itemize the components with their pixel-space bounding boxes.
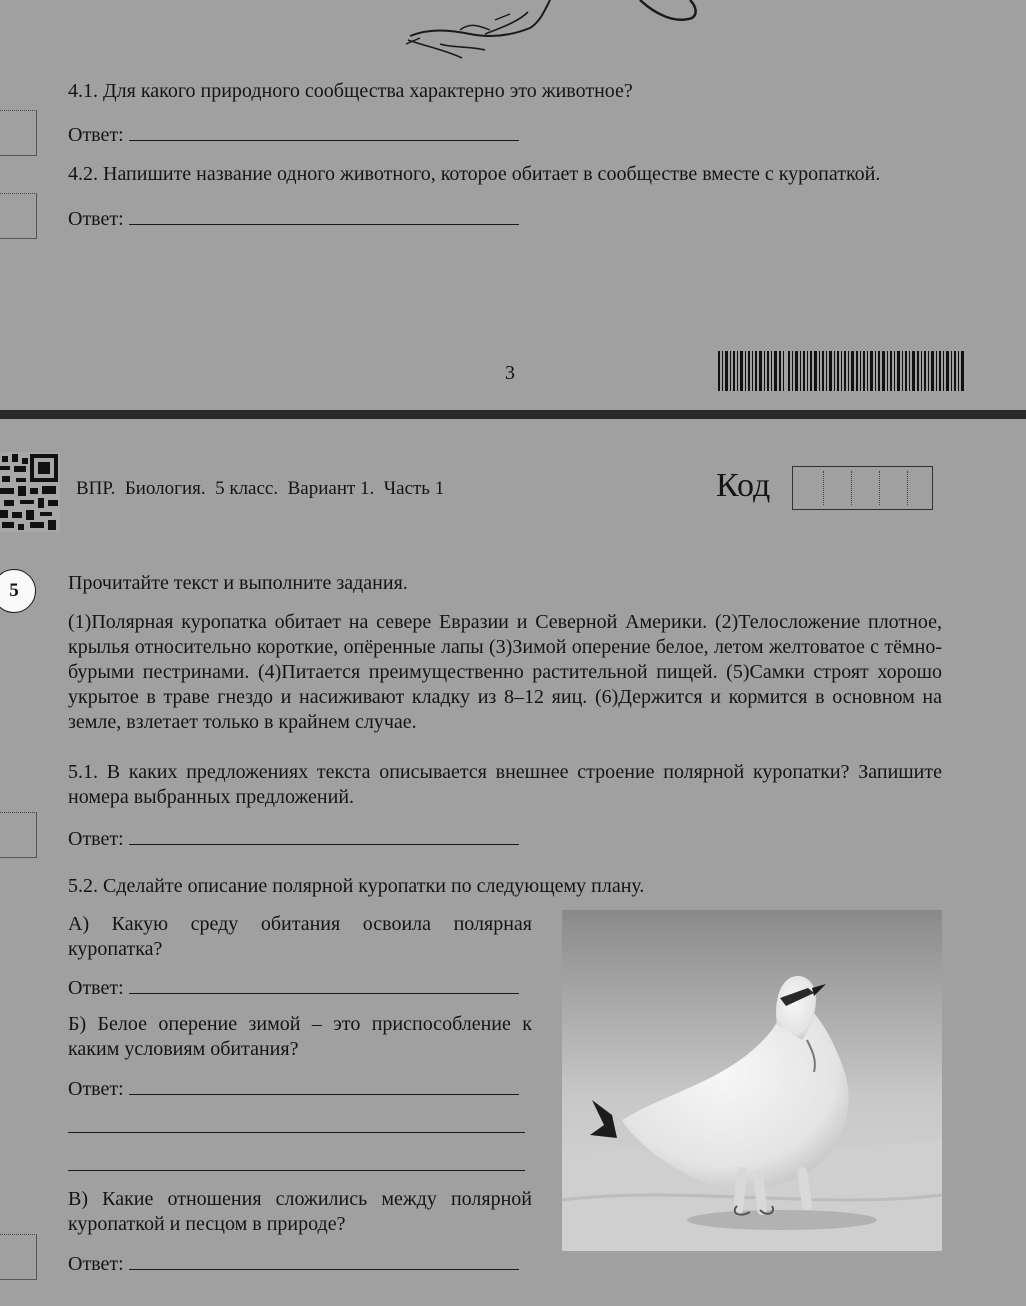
code-label: Код xyxy=(716,467,771,504)
ptarmigan-photo xyxy=(562,910,942,1251)
answer-line-4-2[interactable] xyxy=(129,204,519,225)
answer-row-c xyxy=(68,1249,519,1277)
code-input[interactable] xyxy=(792,466,933,510)
answer-row-4-1 xyxy=(68,120,519,148)
answer-label: Ответ: xyxy=(68,124,124,146)
score-box-5-2[interactable] xyxy=(0,1234,37,1280)
score-box-5-1[interactable] xyxy=(0,812,37,858)
answer-row-a xyxy=(68,973,519,1001)
answer-line-b-2[interactable] xyxy=(68,1132,525,1133)
task-passage: (1)Полярная куропатка обитает на севере Евразии и Северной Америки. (2)Телосложение плотное, крылья относительно короткие, опёренные лапы (3)Зимой оперение белое, летом желтоватое с тёмно-бурыми пестринами. (4)Питается преимущественно растительной пищей. (5)Самки строят хорошо укрытое в траве гнездо и насиживают кладку из 8–12 яиц. (6)Держится и кормится в основном на земле, взлетает только в крайнем случае. xyxy=(68,611,942,733)
qr-code xyxy=(0,452,60,532)
answer-line-c[interactable] xyxy=(129,1249,519,1270)
answer-row-b xyxy=(68,1074,519,1102)
task-number: 5 xyxy=(9,580,19,601)
score-box-4-1[interactable] xyxy=(0,110,37,156)
answer-line-4-1[interactable] xyxy=(129,120,519,141)
question-5-1: 5.1. В каких предложениях текста описывается внешнее строение полярной куропатки? Запишите номера выбранных предложений. xyxy=(68,761,942,808)
answer-row-5-1 xyxy=(68,824,519,852)
answer-label: Ответ: xyxy=(68,208,124,230)
answer-line-b[interactable] xyxy=(129,1074,519,1095)
score-box-4-2[interactable] xyxy=(0,193,37,239)
barcode xyxy=(718,351,964,391)
header-title: ВПР. Биология. 5 класс. Вариант 1. Часть 1 xyxy=(76,478,445,499)
task-number-badge xyxy=(0,569,36,613)
answer-label: Ответ: xyxy=(68,1253,124,1275)
answer-label: Ответ: xyxy=(68,977,124,999)
answer-line-5-1[interactable] xyxy=(129,824,519,845)
answer-line-b-3[interactable] xyxy=(68,1170,525,1171)
answer-label: Ответ: xyxy=(68,1078,124,1100)
answer-line-a[interactable] xyxy=(129,973,519,994)
question-4-1: 4.1. Для какого природного сообщества характерно это животное? xyxy=(68,80,633,102)
answer-label: Ответ: xyxy=(68,828,124,850)
task-instruction: Прочитайте текст и выполните задания. xyxy=(68,572,408,594)
page-number: 3 xyxy=(505,362,515,384)
question-5-2-a: А) Какую среду обитания освоила полярная куропатка? xyxy=(68,913,532,960)
question-5-2: 5.2. Сделайте описание полярной куропатки по следующему плану. xyxy=(68,875,645,897)
illustration-fragment xyxy=(400,0,710,65)
question-4-2: 4.2. Напишите название одного животного, которое обитает в сообществе вместе с куропаткой. xyxy=(68,163,881,185)
question-5-2-c: В) Какие отношения сложились между полярной куропаткой и песцом в природе? xyxy=(68,1188,532,1235)
question-5-2-b: Б) Белое оперение зимой – это приспособление к каким условиям обитания? xyxy=(68,1013,532,1060)
answer-row-4-2 xyxy=(68,204,519,232)
page-separator xyxy=(0,410,1026,419)
